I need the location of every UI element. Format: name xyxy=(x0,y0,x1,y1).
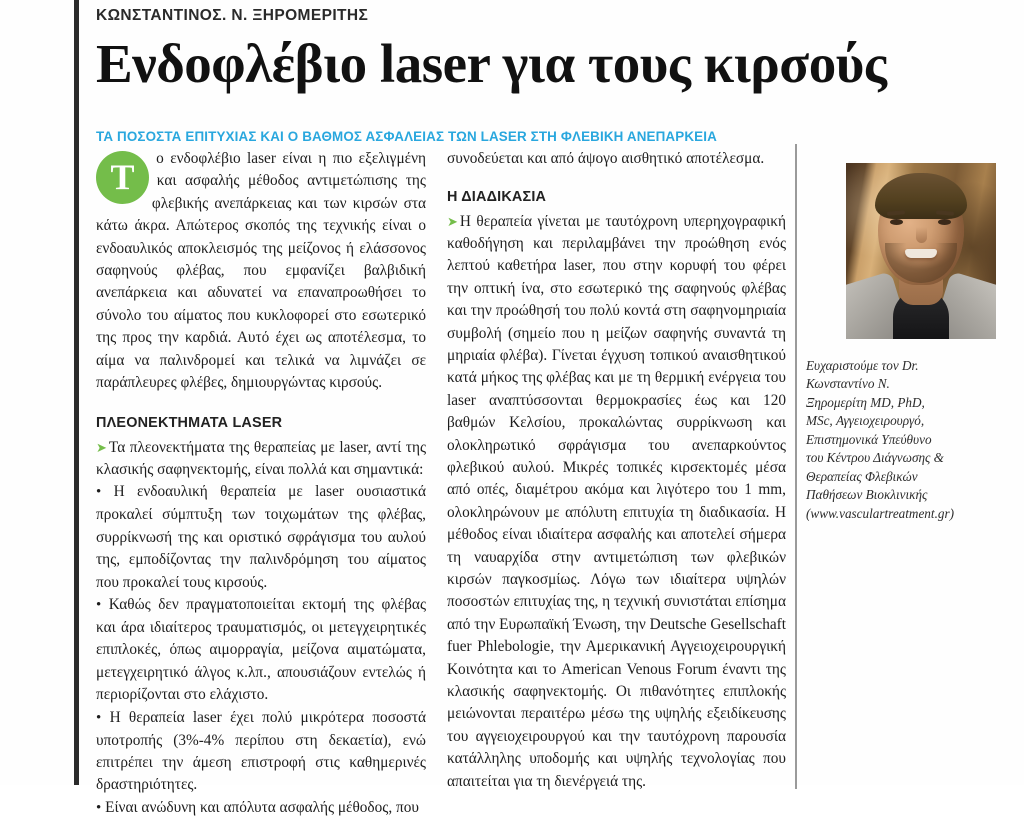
portrait-eye-right xyxy=(938,219,951,225)
arrow-marker-icon: ➤ xyxy=(96,439,107,455)
paragraph-text: Η ενδοαυλική θεραπεία με laser ουσιαστικά προκαλεί σύμπτυξη των τοιχωμάτων της φλέβας, συρρίκνωσή της και οριστικό σφράγισμα του αυλού της, εμποδίζοντας την παλινδρόμηση του αίματος που προκαλεί τους κιρσούς. xyxy=(96,483,426,591)
portrait-nose xyxy=(916,227,927,243)
drop-cap: Τ xyxy=(96,151,149,204)
paragraph-intro-advantages xyxy=(96,437,426,482)
subtitle-kicker: ΤΑ ΠΟΣΟΣΤΑ ΕΠΙΤΥΧΙΑΣ ΚΑΙ Ο ΒΑΘΜΟΣ ΑΣΦΑΛΕΙΑΣ ΤΩΝ LASER ΣΤΗ ΦΛΕΒΙΚΗ ΑΝΕΠΑΡΚΕΙΑ xyxy=(96,128,717,144)
lead-paragraph xyxy=(96,148,426,394)
article-column-right xyxy=(447,148,786,793)
bullet-marker-icon: • xyxy=(96,596,102,613)
section-heading-procedure: Η ΔΙΑΔΙΚΑΣΙΑ xyxy=(447,189,547,206)
portrait-eye-left xyxy=(890,219,903,225)
procedure-paragraph xyxy=(447,211,786,794)
bullet-marker-icon: • xyxy=(96,484,102,501)
paragraph-text: Είναι ανώδυνη και απόλυτα ασφαλής μέθοδος, που xyxy=(105,798,419,816)
paragraph-text: Καθώς δεν πραγματοποιείται εκτομή της φλέβας και άρα ιδιαίτερος τραυματισμός, οι μετεγχειρητικές επιπλοκές, όπως αιμορραγία, μείζονα αιματώματα, μετεγχειρητικό άλγος κ.λπ., απουσιάζουν εντελώς ή περιορίζονται στο ελάχιστο. xyxy=(96,595,427,704)
bullet-item xyxy=(96,481,426,594)
author-byline: ΚΩΝΣΤΑΝΤΙΝΟΣ. Ν. ΞΗΡΟΜΕΡΙΤΗΣ xyxy=(96,7,369,24)
article-column-left xyxy=(96,148,426,820)
portrait-smile xyxy=(905,249,937,258)
portrait-photo xyxy=(846,163,996,339)
paragraph-text: Η θεραπεία laser έχει πολύ μικρότερα ποσοστά υποτροπής (3%-4% περίπου στη δεκαετία), ενώ επιτρέπει την άμεση επιστροφή στις καθημερινές δραστηριότητες. xyxy=(96,708,426,794)
arrow-marker-icon: ➤ xyxy=(447,213,458,229)
masthead xyxy=(96,0,926,144)
rail-divider-rule xyxy=(795,144,797,789)
bullet-marker-icon: • xyxy=(96,799,102,816)
lead-paragraph-text: ο ενδοφλέβιο laser είναι η πιο εξελιγμένη και ασφαλής μέθοδος αντιμετώπισης της φλεβικής ανεπάρκειας και των κιρσών στα κάτω άκρα. Απώτερος σκοπός της τεχνικής είναι ο ενδοαυλικός αποκλεισμός της μείζονος ή ελάσσονος σαφηνούς φλέβας, που εμφανίζει βαλβιδική ανεπάρκεια και αδυνατεί να επαναπροωθήσει το σύνολο του αίματος που κυκλοφορεί στο εσωτερικό της προς την καρδιά. Αυτό έχει ως αποτέλεσμα, το αίμα να παλινδρομεί και τελικά να λιμνάζει σε παράπλευρες φλέβες, δημιουργώντας κιρσούς. xyxy=(96,150,426,392)
bullet-item xyxy=(96,707,426,797)
left-margin-rule xyxy=(74,0,79,785)
page-title: Ενδοφλέβιο laser για τους κιρσούς xyxy=(96,33,887,94)
bullet-marker-icon: • xyxy=(96,709,102,726)
bullet-item xyxy=(96,797,426,820)
bullet-item xyxy=(96,594,426,707)
section-heading-advantages: ΠΛΕΟΝΕΚΤΗΜΑΤΑ LASER xyxy=(96,415,283,432)
sidebar-rail xyxy=(806,147,956,523)
paragraph-text: Τα πλεονεκτήματα της θεραπείας με laser, αντί της κλασικής σαφηνεκτομής, είναι πολλά και σημαντικά: xyxy=(96,438,426,478)
paragraph-text: Η θεραπεία γίνεται με ταυτόχρονη υπερηχογραφική καθοδήγηση και περιλαμβάνει την προώθηση ενός λεπτού καθετήρα laser, που στην κορυφή του φέρει την οπτική ίνα, στο εσωτερικό της σαφηνούς φλέβας και την προώθησή του πολύ κοντά στη σαφηνομηριαία συμβολή (σημείο που η μείζων σαφηνής συναντά τη μηριαία φλέβα). Γίνεται έγχυση τοπικού αναισθητικού κατά μήκος της φλέβας και με τη θερμική ενέργεια του laser αναπτύσσονται θερμοκρασίες έως και 120 βαθμών Κελσίου, προκαλώντας συρρίκνωση και ολοκληρωτικό σφράγισμα του ανεπαρκούντος φλεβικού αυλού. Μικρές τοπικές κιρσεκτομές μέσα από οπές, διαμέτρου ακόμα και λιγότερο του 1 mm, ολοκληρώνουν με απόλυτη επιτυχία τη διαδικασία. Η μέθοδος είναι ιδιαίτερα ασφαλής και αποτελεί σήμερα τη ναυαρχίδα στην αντιμετώπιση των φλεβικών κιρσών παγκοσμίως. Λόγω των ιδιαίτερα υψηλών ποσοστών επιτυχίας της, η τεχνική συνιστάται επίσημα από την Ευρωπαϊκή Ένωση, την Deutsche Gesellschaft fuer Phlebologie, την Αμερικανική Αγγειοχειρουργική Κοινότητα και το American Venous Forum έναντι της κλασικής σαφηνεκτομής. Οι πιθανότητες επιπλοκής μειώνονται περαιτέρω μέσω της υψηλής εξειδίκευσης του αγγειοχειρουργού και την ταυτόχρονη παρουσία κατάλληλης υποδομής και υψηλής τεχνολογίας που απαιτείται για τη διενέργειά της. xyxy=(447,212,786,790)
continuation-paragraph: συνοδεύεται και από άψογο αισθητικό αποτέλεσμα. xyxy=(447,150,765,167)
photo-caption: Ευχαριστούμε τον Dr. Κωνσταντίνο Ν. Ξηρομερίτη MD, PhD, MSc, Αγγειοχειρουργό, Επιστημονικά Υπεύθυνο του Κέντρου Διάγνωσης & Θεραπείας Φλεβικών Παθήσεων Βιοκλινικής (www.vasculartreatment.gr) xyxy=(806,358,954,521)
